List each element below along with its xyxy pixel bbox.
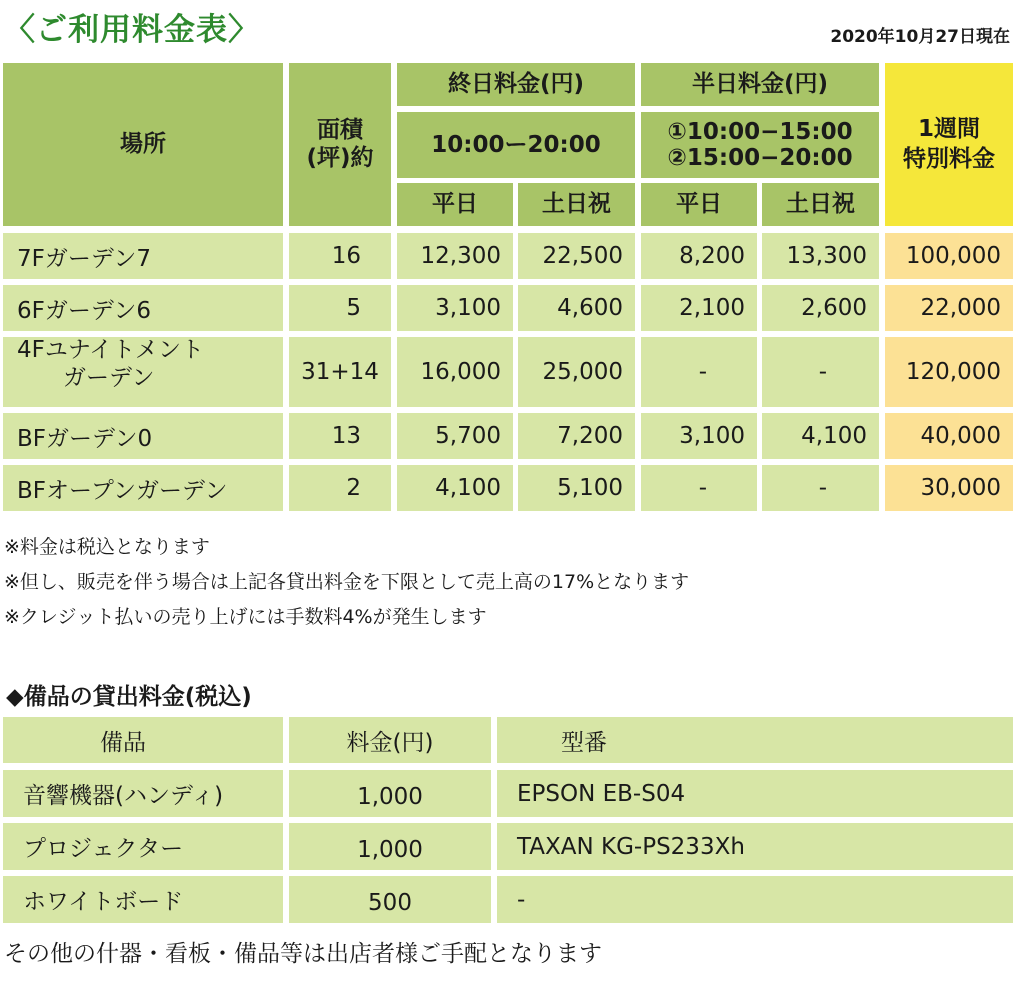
row-area: 31+14	[289, 337, 391, 407]
header-area-line2: (坪)約	[306, 144, 374, 171]
row-half-weekday: 3,100	[641, 413, 757, 459]
row-weekly: 22,000	[885, 285, 1013, 331]
equipment-price: 1,000	[289, 823, 491, 870]
equipment-section-title: ◆備品の貸出料金(税込)	[6, 684, 252, 710]
equipment-item: 音響機器(ハンディ)	[3, 770, 283, 817]
header-half-day: 半日料金(円)	[641, 63, 879, 106]
row-place: 6Fガーデン6	[3, 285, 283, 331]
row-full-weekday: 12,300	[397, 233, 513, 279]
header-half-day-time	[641, 112, 879, 178]
row-full-weekday: 16,000	[397, 337, 513, 407]
equipment-model: TAXAN KG-PS233Xh	[497, 823, 1013, 870]
note-sales-percentage: ※但し、販売を伴う場合は上記各貸出料金を下限として売上高の17%となります	[4, 571, 690, 593]
header-area	[289, 63, 391, 226]
equipment-model: -	[497, 876, 1013, 923]
equipment-header-item: 備品	[3, 717, 283, 763]
row-place-line1: 4Fユナイトメント	[17, 337, 205, 363]
row-half-weekday: -	[641, 465, 757, 511]
as-of-date: 2020年10月27日現在	[830, 27, 1010, 47]
row-full-weekday: 5,700	[397, 413, 513, 459]
row-weekly: 100,000	[885, 233, 1013, 279]
row-weekly: 120,000	[885, 337, 1013, 407]
row-half-weekend: 2,600	[762, 285, 879, 331]
row-full-weekend: 7,200	[518, 413, 635, 459]
row-place: BFオープンガーデン	[3, 465, 283, 511]
row-full-weekend: 5,100	[518, 465, 635, 511]
equipment-header-price: 料金(円)	[289, 717, 491, 763]
row-area: 13	[289, 413, 391, 459]
row-half-weekend: -	[762, 465, 879, 511]
row-half-weekday: 8,200	[641, 233, 757, 279]
footer-note: その他の什器・看板・備品等は出店者様ご手配となります	[4, 941, 602, 967]
row-weekly: 30,000	[885, 465, 1013, 511]
equipment-model: EPSON EB-S04	[497, 770, 1013, 817]
row-half-weekday: -	[641, 337, 757, 407]
row-half-weekday: 2,100	[641, 285, 757, 331]
row-area: 16	[289, 233, 391, 279]
note-credit-fee: ※クレジット払いの売り上げには手数料4%が発生します	[4, 606, 487, 628]
header-area-line1: 面積	[317, 116, 363, 143]
header-full-weekend: 土日祝	[518, 183, 635, 226]
header-weekly	[885, 63, 1013, 226]
header-half-weekday: 平日	[641, 183, 757, 226]
row-place: 7Fガーデン7	[3, 233, 283, 279]
equipment-header-model: 型番	[497, 717, 1013, 763]
row-place	[3, 337, 283, 407]
row-full-weekday: 3,100	[397, 285, 513, 331]
row-weekly: 40,000	[885, 413, 1013, 459]
note-tax-included: ※料金は税込となります	[4, 536, 210, 558]
row-half-weekend: -	[762, 337, 879, 407]
header-half-weekend: 土日祝	[762, 183, 879, 226]
row-place-line2: ガーデン	[63, 364, 155, 391]
row-place: BFガーデン0	[3, 413, 283, 459]
row-area: 2	[289, 465, 391, 511]
header-full-weekday: 平日	[397, 183, 513, 226]
equipment-price: 500	[289, 876, 491, 923]
header-weekly-line1: 1週間	[917, 115, 980, 142]
row-full-weekend: 25,000	[518, 337, 635, 407]
row-half-weekend: 13,300	[762, 233, 879, 279]
page-title: 〈ご利用料金表〉	[4, 12, 260, 48]
header-place: 場所	[3, 63, 283, 226]
row-half-weekend: 4,100	[762, 413, 879, 459]
header-half-day-time2: ②15:00−20:00	[667, 145, 853, 171]
equipment-item: ホワイトボード	[3, 876, 283, 923]
row-area: 5	[289, 285, 391, 331]
header-weekly-line2: 特別料金	[903, 145, 995, 172]
row-full-weekday: 4,100	[397, 465, 513, 511]
equipment-item: プロジェクター	[3, 823, 283, 870]
header-full-day-time: 10:00ー20:00	[397, 112, 635, 178]
header-full-day: 終日料金(円)	[397, 63, 635, 106]
equipment-price: 1,000	[289, 770, 491, 817]
row-full-weekend: 4,600	[518, 285, 635, 331]
header-half-day-time1: ①10:00−15:00	[667, 118, 853, 145]
row-full-weekend: 22,500	[518, 233, 635, 279]
